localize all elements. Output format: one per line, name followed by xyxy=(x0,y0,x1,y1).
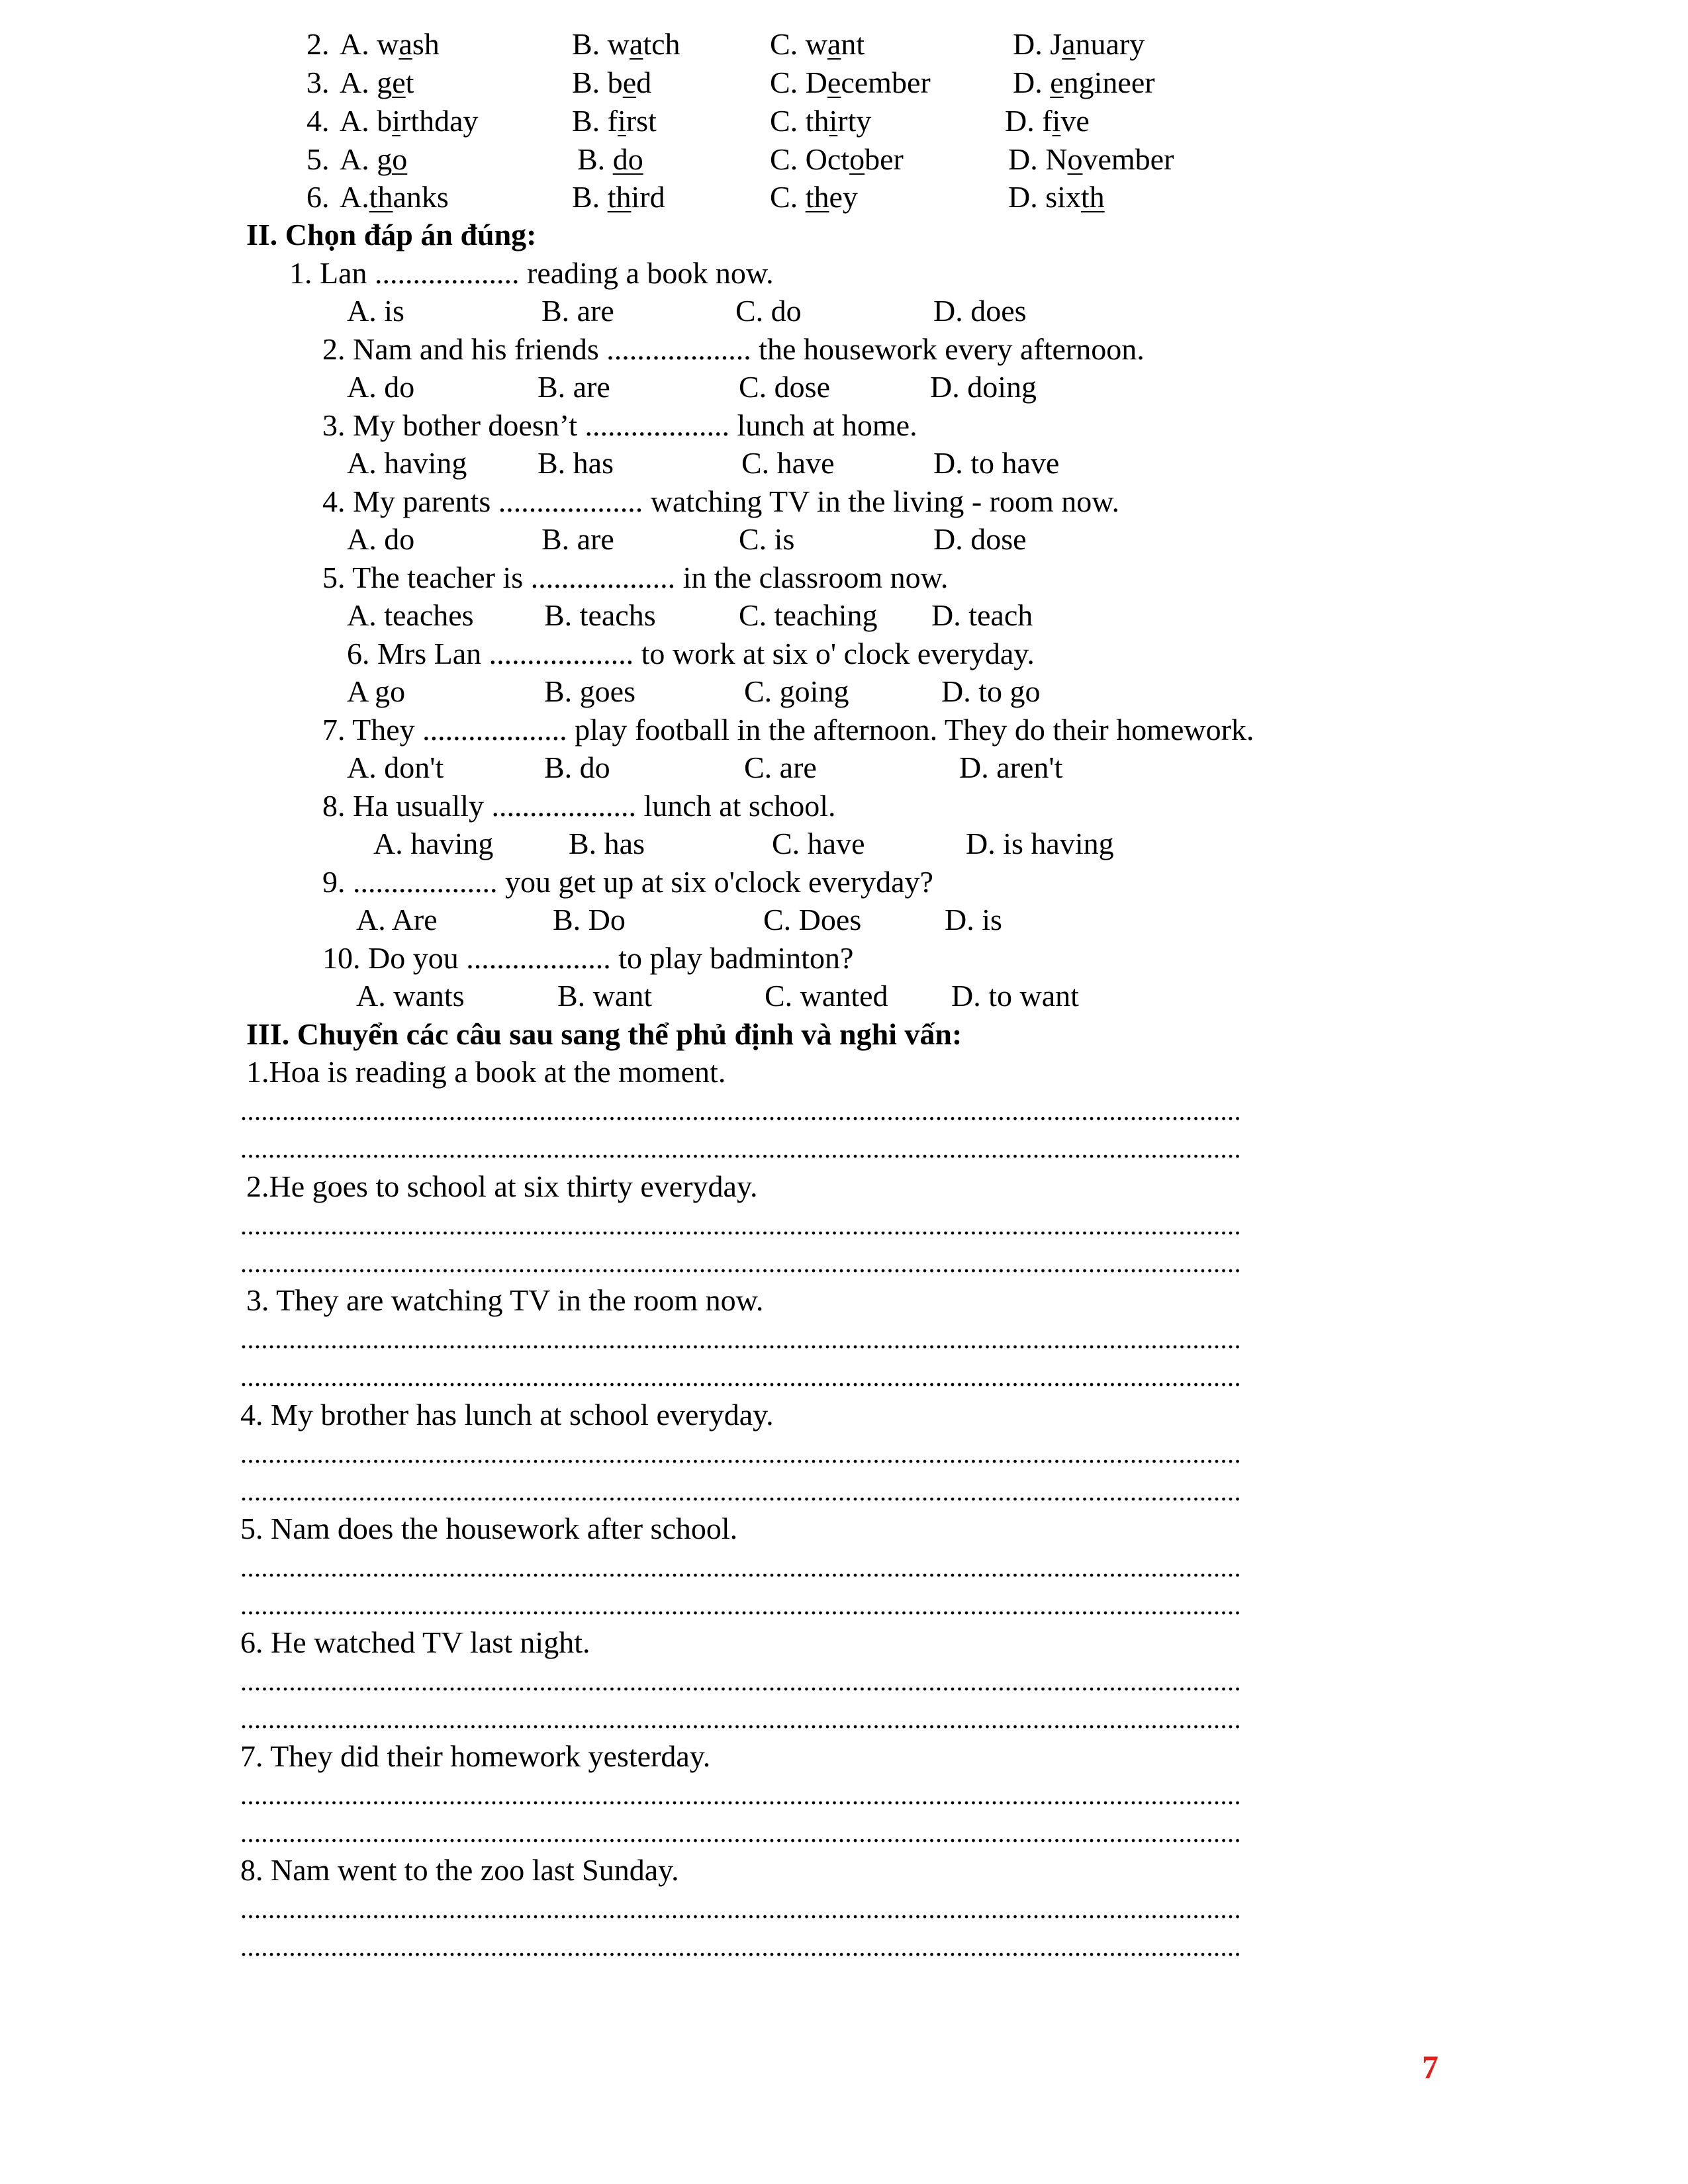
option-text: ey xyxy=(829,180,858,214)
question-stem: 7. They ................... play football in the afternoon. They do their homework. xyxy=(322,713,1254,747)
answer-line[interactable]: ................................................................................................................................................ xyxy=(240,1704,1241,1734)
question-stem: 9. ................... you get up at six o'clock everyday? xyxy=(322,865,933,899)
option-text: nuary xyxy=(1075,27,1145,61)
answer-option: A. is xyxy=(347,294,404,328)
option-text: B. w xyxy=(572,27,630,61)
answer-option: C. dose xyxy=(739,370,830,404)
answer-option: C. is xyxy=(739,522,795,556)
answer-option: B. has xyxy=(569,827,645,860)
option-text: C. D xyxy=(770,66,827,99)
answer-line[interactable]: ................................................................................................................................................ xyxy=(240,1932,1241,1962)
answer-line[interactable]: ................................................................................................................................................ xyxy=(240,1666,1241,1696)
pronunciation-option-c xyxy=(770,68,931,98)
underlined-sound: do xyxy=(612,142,643,176)
answer-option: D. to want xyxy=(951,979,1079,1013)
answer-option: D. dose xyxy=(933,522,1027,556)
answer-option: C. wanted xyxy=(765,979,888,1013)
answer-option: B. has xyxy=(538,446,614,480)
pronunciation-row-number: 3. xyxy=(306,66,337,99)
option-text: C. xyxy=(770,180,806,214)
pronunciation-option-d xyxy=(1013,68,1155,98)
answer-option: D. teach xyxy=(931,598,1033,632)
answer-option: D. is having xyxy=(966,827,1114,860)
underlined-sound: a xyxy=(399,27,412,61)
question-stem: 6. Mrs Lan ................... to work at six o' clock everyday. xyxy=(347,637,1035,670)
answer-option: D. to go xyxy=(941,674,1041,708)
answer-option: B. are xyxy=(541,522,614,556)
answer-option: D. aren't xyxy=(959,751,1063,784)
option-text: D. xyxy=(1013,66,1051,99)
option-text: A. b xyxy=(340,104,393,138)
transform-sentence: 5. Nam does the housework after school. xyxy=(240,1512,738,1545)
answer-option: D. does xyxy=(933,294,1027,328)
option-text: rst xyxy=(626,104,657,138)
question-stem: 2. Nam and his friends ................... the housework every afternoon. xyxy=(322,332,1145,366)
pronunciation-option-c xyxy=(770,144,904,175)
underlined-sound: a xyxy=(629,27,643,61)
underlined-sound: th xyxy=(369,180,393,214)
answer-line[interactable]: ................................................................................................................................................ xyxy=(240,1248,1241,1278)
option-text: D. J xyxy=(1013,27,1062,61)
option-text: d xyxy=(636,66,652,99)
underlined-sound: o xyxy=(849,142,865,176)
pronunciation-option-b xyxy=(572,182,665,212)
answer-option: A. teaches xyxy=(347,598,474,632)
option-text: B. xyxy=(577,142,613,176)
answer-line[interactable]: ................................................................................................................................................ xyxy=(240,1134,1241,1163)
answer-option: A. do xyxy=(347,370,415,404)
answer-line[interactable]: ................................................................................................................................................ xyxy=(240,1590,1241,1620)
transform-sentence: 7. They did their homework yesterday. xyxy=(240,1739,711,1773)
answer-line[interactable]: ................................................................................................................................................ xyxy=(240,1553,1241,1582)
option-text: D. N xyxy=(1008,142,1068,176)
pronunciation-option-a xyxy=(340,144,407,175)
option-text: B. xyxy=(572,180,608,214)
option-text: B. f xyxy=(572,104,618,138)
page-number: 7 xyxy=(1422,2048,1438,2085)
underlined-sound: a xyxy=(1062,27,1076,61)
answer-option: C. teaching xyxy=(739,598,878,632)
answer-line[interactable]: ................................................................................................................................................ xyxy=(240,1439,1241,1469)
pronunciation-option-c xyxy=(770,29,865,60)
question-stem: 10. Do you ................... to play badminton? xyxy=(322,941,854,975)
pronunciation-row-number: 2. xyxy=(306,27,337,61)
answer-option: D. to have xyxy=(933,446,1060,480)
underlined-sound: i xyxy=(618,104,626,138)
pronunciation-option-d xyxy=(1005,106,1090,136)
question-stem: 4. My parents ................... watching TV in the living - room now. xyxy=(322,484,1119,518)
answer-option: D. is xyxy=(945,903,1002,936)
answer-option: B. do xyxy=(544,751,610,784)
answer-line[interactable]: ................................................................................................................................................ xyxy=(240,1477,1241,1506)
pronunciation-row-number: 5. xyxy=(306,142,337,176)
option-text: cember xyxy=(841,66,931,99)
answer-option: A. having xyxy=(373,827,494,860)
underlined-sound: i xyxy=(392,104,401,138)
answer-option: C. have xyxy=(741,446,835,480)
answer-option: A. wants xyxy=(356,979,465,1013)
answer-option: C. Does xyxy=(763,903,862,936)
answer-option: B. want xyxy=(557,979,653,1013)
transform-sentence: 2.He goes to school at six thirty everyday. xyxy=(246,1169,758,1203)
option-text: rthday xyxy=(400,104,479,138)
underlined-sound: e xyxy=(392,66,406,99)
option-text: A. xyxy=(340,180,369,214)
answer-option: A. Are xyxy=(356,903,438,936)
pronunciation-option-b xyxy=(572,29,680,60)
option-text: ngineer xyxy=(1063,66,1155,99)
underlined-sound: o xyxy=(1067,142,1083,176)
underlined-sound: i xyxy=(829,104,838,138)
option-text: ber xyxy=(865,142,904,176)
question-stem: 3. My bother doesn’t ................... lunch at home. xyxy=(322,408,917,442)
option-text: A. w xyxy=(340,27,399,61)
option-text: ve xyxy=(1060,104,1090,138)
pronunciation-option-b xyxy=(577,144,643,175)
pronunciation-option-c xyxy=(770,106,871,136)
transform-sentence: 6. He watched TV last night. xyxy=(240,1625,590,1659)
underlined-sound: e xyxy=(1050,66,1064,99)
option-text: ird xyxy=(631,180,665,214)
answer-option: D. doing xyxy=(930,370,1037,404)
underlined-sound: e xyxy=(622,66,637,99)
answer-option: A go xyxy=(347,674,406,708)
transform-sentence: 8. Nam went to the zoo last Sunday. xyxy=(240,1853,679,1887)
pronunciation-option-a xyxy=(340,106,479,136)
pronunciation-option-b xyxy=(572,106,657,136)
underlined-sound: th xyxy=(607,180,632,214)
underlined-sound: i xyxy=(1052,104,1061,138)
option-text: C. th xyxy=(770,104,829,138)
pronunciation-option-c xyxy=(770,182,858,212)
pronunciation-option-d xyxy=(1008,182,1105,212)
answer-line[interactable]: ................................................................................................................................................ xyxy=(240,1096,1241,1126)
option-text: B. b xyxy=(572,66,623,99)
section-3-heading: III. Chuyển các câu sau sang thể phủ định và nghi vấn: xyxy=(246,1017,962,1051)
question-stem: 8. Ha usually ................... lunch at school. xyxy=(322,789,836,823)
answer-line[interactable]: ................................................................................................................................................ xyxy=(240,1780,1241,1810)
option-text: A. g xyxy=(340,66,393,99)
answer-line[interactable]: ................................................................................................................................................ xyxy=(240,1894,1241,1924)
transform-sentence: 3. They are watching TV in the room now. xyxy=(246,1283,764,1317)
option-text: A. xyxy=(340,142,377,176)
pronunciation-option-a xyxy=(340,182,449,212)
answer-line[interactable]: ................................................................................................................................................ xyxy=(240,1324,1241,1354)
underlined-sound: go xyxy=(377,142,408,176)
question-stem: 1. Lan ................... reading a book now. xyxy=(289,256,774,290)
option-text: vember xyxy=(1082,142,1174,176)
answer-option: C. going xyxy=(744,674,849,708)
underlined-sound: th xyxy=(805,180,829,214)
underlined-sound: e xyxy=(827,66,841,99)
answer-option: B. goes xyxy=(544,674,635,708)
pronunciation-option-d xyxy=(1013,29,1145,60)
answer-option: A. do xyxy=(347,522,415,556)
transform-sentence: 4. My brother has lunch at school everyday. xyxy=(240,1398,774,1432)
underlined-sound: a xyxy=(827,27,841,61)
option-text: C. w xyxy=(770,27,827,61)
pronunciation-row-number: 6. xyxy=(306,180,337,214)
section-2-heading: II. Chọn đáp án đúng: xyxy=(246,218,537,251)
option-text: C. Oct xyxy=(770,142,850,176)
answer-line[interactable]: ................................................................................................................................................ xyxy=(240,1210,1241,1240)
option-text: rty xyxy=(837,104,872,138)
option-text: nt xyxy=(841,27,865,61)
pronunciation-option-d xyxy=(1008,144,1174,175)
pronunciation-option-a xyxy=(340,29,440,60)
question-stem: 5. The teacher is ................... in the classroom now. xyxy=(322,561,949,594)
option-text: anks xyxy=(393,180,449,214)
answer-option: B. Do xyxy=(553,903,626,936)
answer-line[interactable]: ................................................................................................................................................ xyxy=(240,1818,1241,1848)
transform-sentence: 1.Hoa is reading a book at the moment. xyxy=(246,1055,726,1089)
answer-option: A. don't xyxy=(347,751,444,784)
answer-option: C. do xyxy=(735,294,802,328)
answer-option: B. are xyxy=(538,370,610,404)
option-text: tch xyxy=(643,27,680,61)
option-text: D. six xyxy=(1008,180,1081,214)
underlined-sound: th xyxy=(1080,180,1105,214)
option-text: D. f xyxy=(1005,104,1053,138)
option-text: t xyxy=(405,66,414,99)
answer-option: A. having xyxy=(347,446,467,480)
pronunciation-row-number: 4. xyxy=(306,104,337,138)
pronunciation-option-b xyxy=(572,68,651,98)
answer-line[interactable]: ................................................................................................................................................ xyxy=(240,1362,1241,1392)
answer-option: B. are xyxy=(541,294,614,328)
pronunciation-option-a xyxy=(340,68,414,98)
answer-option: C. are xyxy=(744,751,817,784)
option-text: sh xyxy=(412,27,440,61)
answer-option: B. teachs xyxy=(544,598,656,632)
answer-option: C. have xyxy=(772,827,865,860)
